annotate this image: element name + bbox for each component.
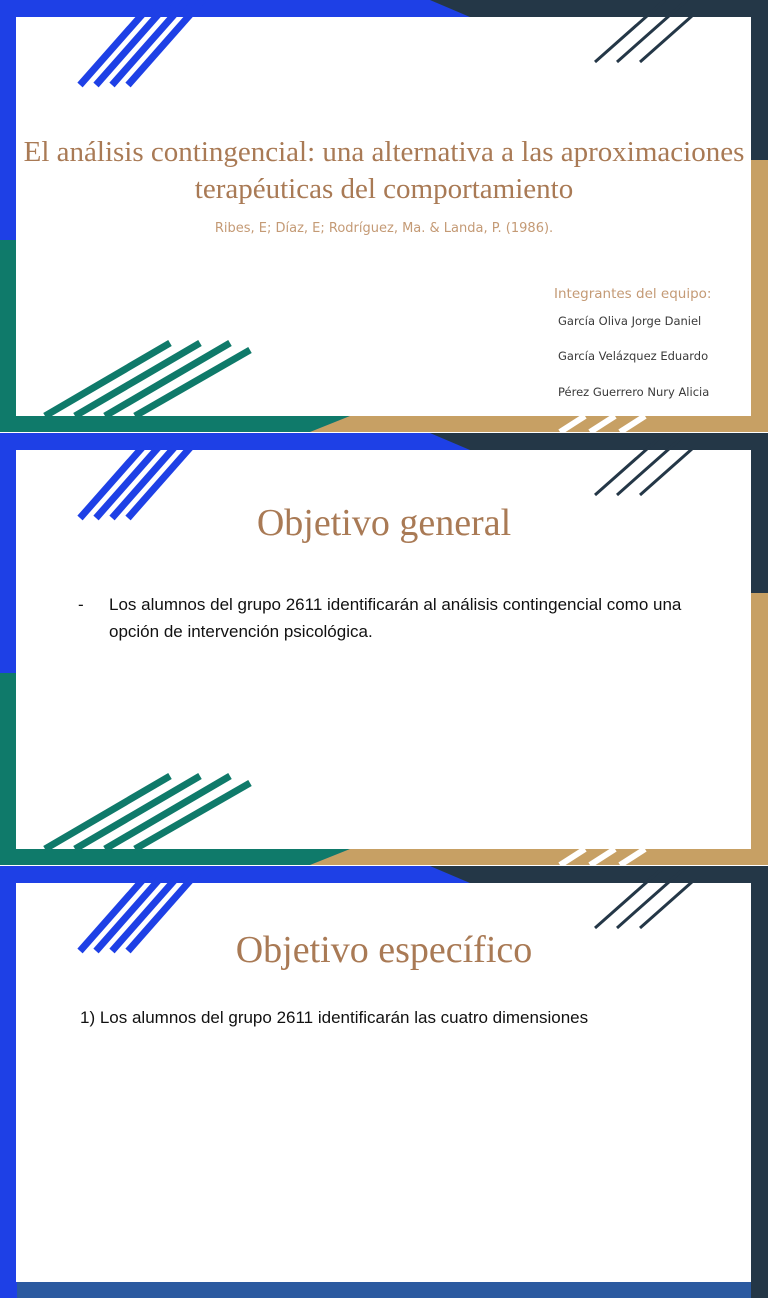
team-member: Pérez Guerrero Nury Alicia: [558, 385, 710, 399]
numbered-item: 1) Los alumnos del grupo 2611 identificarán las cuatro dimensiones: [80, 1008, 589, 1027]
section-title: Objetivo general: [256, 502, 512, 544]
team-member: García Oliva Jorge Daniel: [558, 314, 702, 328]
team-member: García Velázquez Eduardo: [558, 349, 709, 363]
slide-specific-objective: [0, 866, 768, 1298]
decorative-stripes: [0, 0, 768, 432]
slide-title: [0, 0, 768, 432]
bullet-marker: -: [78, 595, 84, 614]
team-label: Integrantes del equipo:: [554, 286, 712, 302]
presentation-title: El análisis contingencial: una alternativa a las aproximaciones terapéuticas del comportamiento: [23, 136, 745, 205]
citation: Ribes, E; Díaz, E; Rodríguez, Ma. & Landa, P. (1986).: [214, 221, 554, 236]
decorative-stripes: [0, 433, 768, 865]
slide-general-objective: [0, 433, 768, 865]
section-title: Objetivo específico: [235, 929, 533, 971]
bullet-text: Los alumnos del grupo 2611 identificarán al análisis contingencial como una opción de intervención psicológica.: [109, 595, 682, 641]
